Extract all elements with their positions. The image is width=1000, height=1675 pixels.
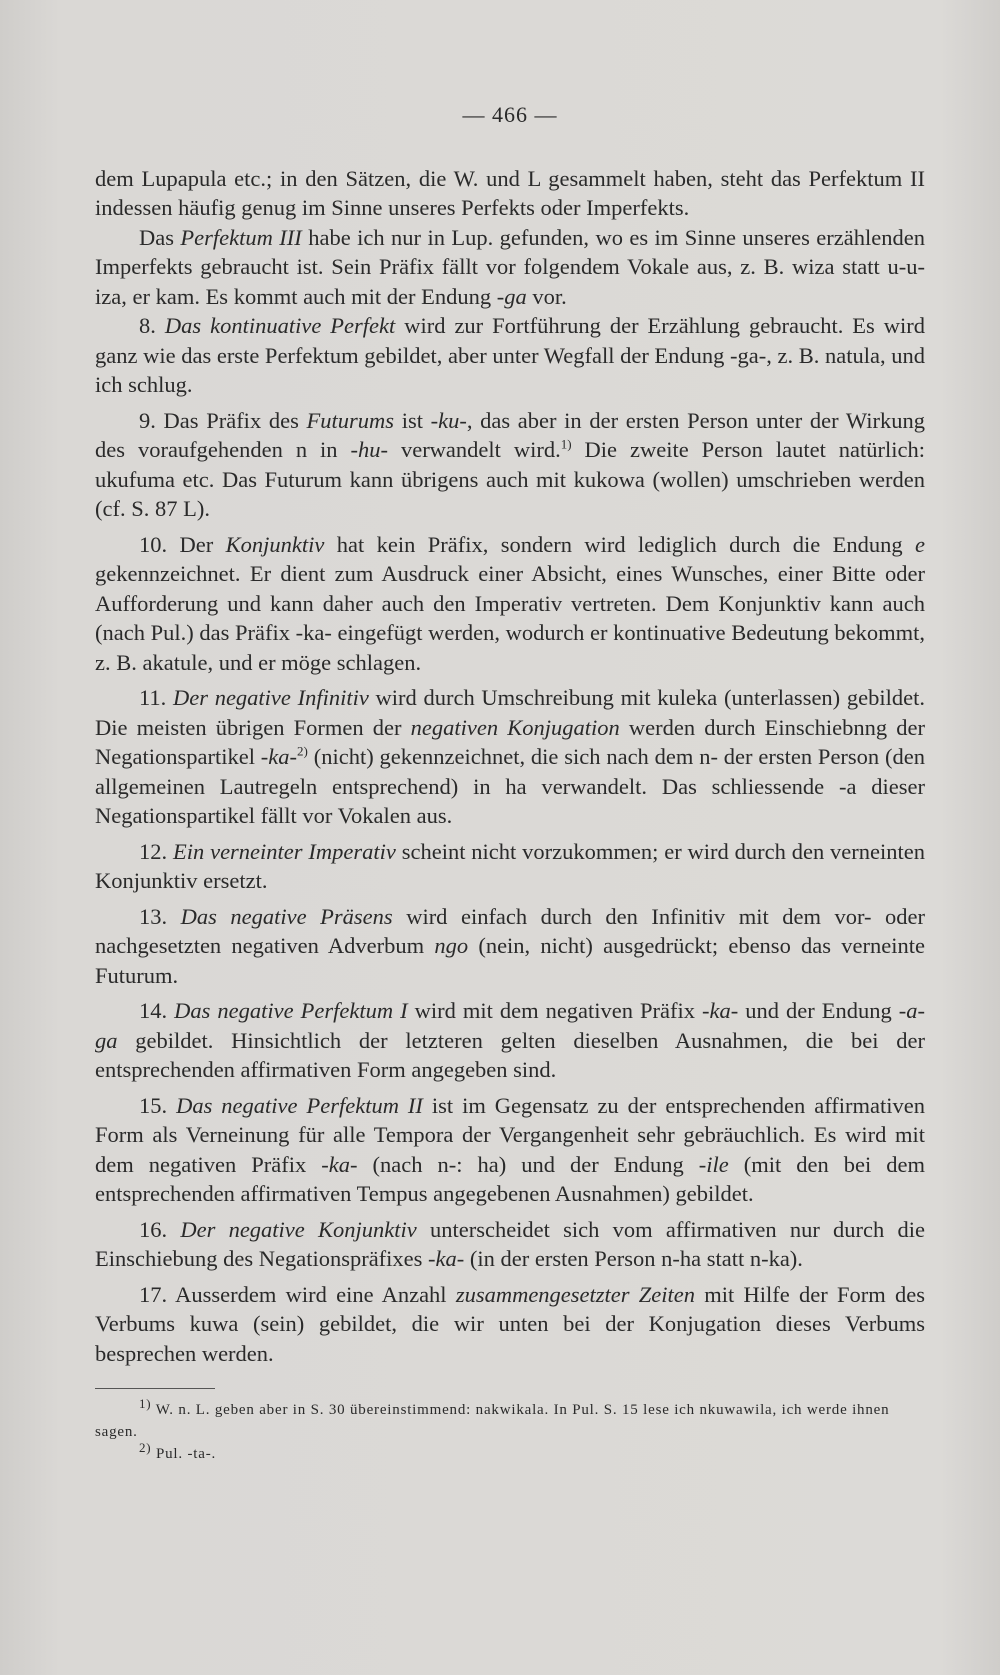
term: negativen Konjugation	[410, 714, 620, 740]
term: Das kontinuative Perfekt	[164, 313, 396, 338]
text: (nein, nicht) ausgedrückt; ebenso das verneinte Futurum.	[95, 933, 925, 988]
text: (nicht) gekennzeichnet, die sich nach dem n- der ersten Person (den allgemeinen Lautregeln entsprechend) in ha verwandelt. Das schliessende -a dieser Negationspartikel fällt vor Vokalen aus.	[95, 744, 926, 828]
section-number: 10.	[139, 531, 180, 557]
text: Die zweite Person lautet natürlich: ukufuma etc. Das Futurum kann übrigens auch mit kukowa (wollen) umschrieben werden (cf. S. 87 L).	[95, 437, 925, 521]
text: ist	[394, 407, 431, 433]
term: Das negative Perfektum I	[174, 998, 408, 1023]
term: Konjunktiv	[225, 531, 325, 557]
term: Futurums	[306, 407, 395, 433]
paragraph-12	[95, 837, 925, 896]
paragraph-14	[95, 996, 925, 1085]
footnote-mark: 1)	[139, 1396, 152, 1411]
text: (in der ersten Person n-ha statt n-ka).	[464, 1246, 803, 1271]
prefix: -ka-	[321, 1151, 358, 1177]
footnote-mark: 2)	[139, 1440, 152, 1455]
text: vor.	[526, 283, 567, 309]
prefix: -ka-	[702, 998, 739, 1023]
section-number: 13.	[139, 903, 181, 929]
footnote-ref[interactable]: 1)	[560, 436, 572, 452]
footnote-divider	[95, 1388, 215, 1389]
text: mit Hilfe der Form des Verbums kuwa (sein) gebildet, die wir unten bei der Konjugation dieses Verbums besprechen werden.	[95, 1281, 925, 1366]
prefix: -ka-	[260, 744, 298, 769]
text: verwandelt wird.	[388, 437, 561, 462]
paragraph-11	[95, 683, 925, 831]
term: Perfektum III	[180, 224, 302, 250]
section-number: 16.	[139, 1216, 181, 1242]
text: wird zur Fortführung der Erzählung gebraucht. Es wird ganz wie das erste Perfektum gebildet, aber unter Wegfall der Endung -ga-, z. B. natula, und ich schlug.	[95, 313, 926, 397]
section-number: 11.	[139, 685, 173, 710]
text: werden durch Einschiebnng der Negationspartikel	[95, 714, 925, 769]
text: ist im Gegensatz zu der entsprechenden affirmativen Form als Verneinung für alle Tempora der Vergangenheit sehr gebräuchlich. Es wird mit dem negativen Präfix	[95, 1092, 926, 1177]
section-number: 15.	[139, 1092, 177, 1118]
suffix: -a-ga	[95, 998, 926, 1053]
text: gebildet. Hinsichtlich der letzteren gelten dieselben Ausnahmen, die bei der entsprechenden affirmativen Form angegeben sind.	[95, 1027, 925, 1082]
paragraph-8	[95, 311, 925, 400]
suffix: -ga	[496, 283, 527, 309]
section-number: 12.	[139, 838, 173, 864]
text: Der	[179, 531, 226, 557]
footnotes	[95, 1396, 925, 1465]
text: Das Präfix des	[163, 407, 307, 433]
term: Der negative Konjunktiv	[180, 1216, 417, 1242]
text: und der Endung	[738, 998, 899, 1023]
footnote-1	[95, 1396, 925, 1443]
term: Das negative Präsens	[180, 903, 393, 929]
text: hat kein Präfix, sondern wird lediglich durch die Endung	[324, 531, 915, 557]
text: scheint nicht vorzukommen; er wird durch den verneinten Konjunktiv ersetzt.	[95, 838, 926, 893]
suffix: e	[915, 531, 925, 557]
term: Der negative Infinitiv	[173, 685, 369, 710]
text: wird mit dem negativen Präfix	[407, 998, 703, 1023]
page-number: — 466 —	[462, 102, 558, 127]
text: (nach n-: ha) und der Endung	[357, 1151, 699, 1177]
paragraph-17	[95, 1280, 925, 1369]
term: zusammengesetzter Zeiten	[455, 1281, 696, 1307]
text: wird einfach durch den Infinitiv mit dem vor- oder nachgesetzten negativen Adverbum	[95, 903, 926, 958]
text: , das aber in der ersten Person unter der Wirkung des voraufgehenden n in	[95, 407, 926, 462]
word: ngo	[434, 933, 469, 958]
page-content	[95, 100, 925, 1465]
section-number: 17.	[139, 1281, 176, 1307]
paragraph-10	[95, 530, 925, 678]
prefix: -hu-	[350, 437, 388, 462]
footnote-ref[interactable]: 2)	[297, 743, 308, 759]
term: Das negative Perfektum II	[176, 1092, 423, 1118]
footnote-text: Pul. -ta-.	[151, 1446, 217, 1462]
prefix: -ku-	[430, 407, 467, 433]
text: unterscheidet sich vom affirmativen nur durch die Einschiebung des Negationspräfixes	[95, 1216, 925, 1271]
paragraph-15	[95, 1091, 925, 1209]
paragraph-16	[95, 1215, 925, 1274]
text: Das	[139, 224, 181, 250]
text: wird durch Umschreibung mit kuleka (unterlassen) gebildet. Die meisten übrigen Formen der	[95, 685, 925, 740]
suffix: -ile	[698, 1151, 729, 1177]
section-number: 8.	[139, 313, 165, 338]
paragraph-13	[95, 902, 925, 991]
text: (mit den bei dem entsprechenden affirmativen Tempus angegebenen Ausnahmen) gebildet.	[95, 1151, 925, 1206]
text: gekennzeichnet. Er dient zum Ausdruck einer Absicht, eines Wunsches, einer Bitte oder Aufforderung und kann daher auch den Imperativ vertreten. Dem Konjunktiv kann auch (nach Pul.) das Präfix -ka- eingefügt werden, wodurch er kontinuative Bedeutung bekommt, z. B. akatule, und er möge schlagen.	[95, 561, 925, 675]
text: Ausserdem wird eine Anzahl	[175, 1281, 456, 1307]
paragraph-intro	[95, 164, 925, 223]
section-number: 9.	[139, 407, 164, 433]
section-number: 14.	[139, 998, 175, 1023]
footnote-text: W. n. L. geben aber in S. 30 übereinstimmend: nakwikala. In Pul. S. 15 lese ich nkuwawila, ich werde ihnen sagen.	[95, 1402, 890, 1440]
text: habe ich nur in Lup. gefunden, wo es im Sinne unseres erzählenden Imperfekts gebraucht ist. Sein Präfix fällt vor folgendem Vokale aus, z. B. wiza statt u-u-iza, er kam. Es kommt auch mit der Endung	[95, 224, 925, 309]
footnote-2	[95, 1440, 925, 1465]
prefix: -ka-	[428, 1246, 465, 1271]
paragraph-9	[95, 406, 925, 524]
text: dem Lupapula etc.; in den Sätzen, die W. und L gesammelt haben, steht das Perfektum II indessen häufig genug im Sinne unseres Perfekts oder Imperfekts.	[95, 165, 925, 220]
term: Ein verneinter Imperativ	[172, 838, 396, 864]
paragraph-perfektum-iii	[95, 223, 925, 312]
